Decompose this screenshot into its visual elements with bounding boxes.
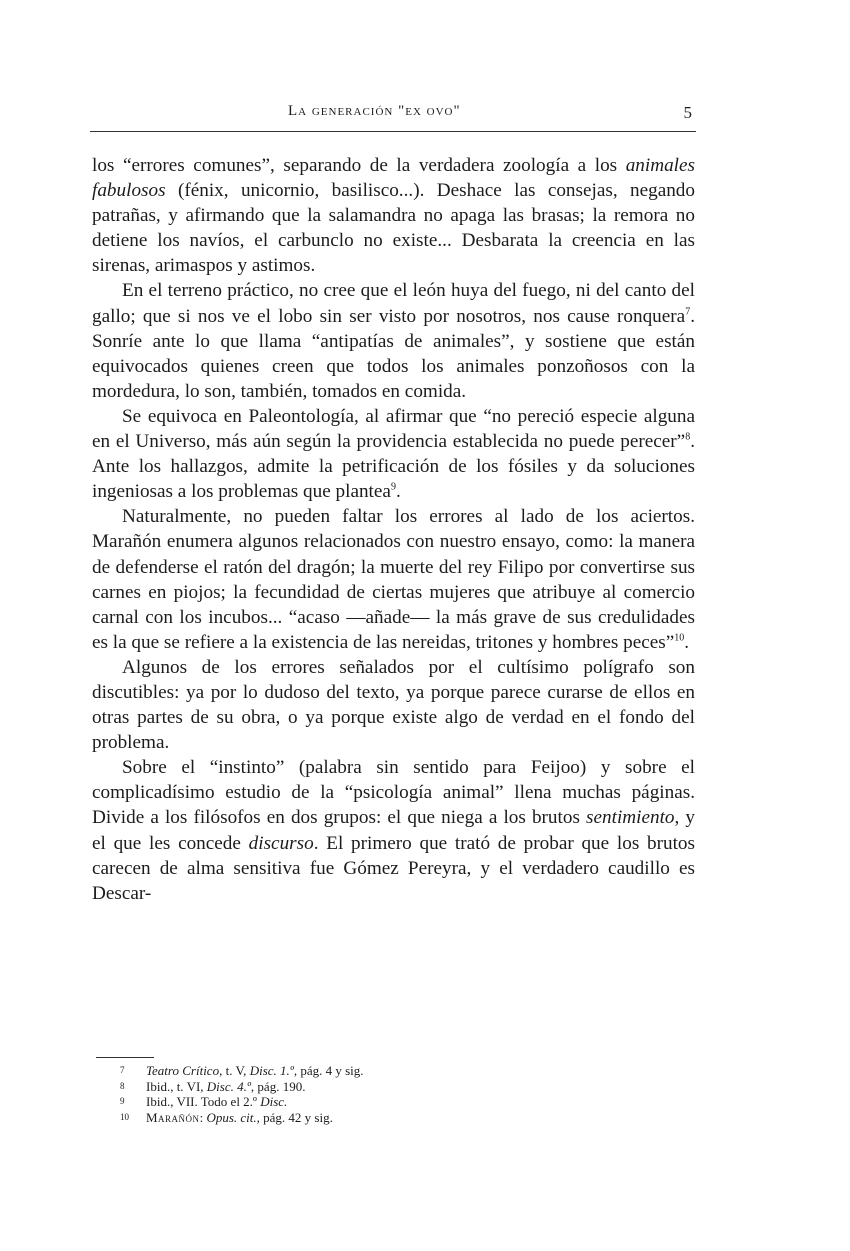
footnote-number: 7	[120, 1065, 125, 1075]
footnote-number: 9	[120, 1096, 125, 1106]
footnote-ref: 9	[390, 481, 396, 493]
text-segment: . El primero que trató de probar que los brutos carecen de alma sensitiva fue Gómez Pereyra, y el verdadero caudillo es Descar-	[92, 832, 695, 904]
paragraph	[92, 755, 695, 906]
running-title: La generación "ex ovo"	[288, 103, 461, 119]
text-segment: Disc. 1.º	[249, 1063, 294, 1078]
text-segment: En el terreno práctico, no cree que el león huya del fuego, ni del canto del gallo; que si nos ve el lobo sin ser visto por nosotros, nos cause ronquera	[92, 280, 695, 327]
text-segment: Disc. 4.º	[206, 1078, 251, 1094]
text-segment: , t. V,	[219, 1063, 250, 1078]
running-header	[90, 103, 696, 129]
footnote-ref: 10	[674, 632, 685, 644]
text-segment: Teatro Crítico	[146, 1063, 220, 1078]
text-segment: Opus. cit.	[206, 1109, 257, 1125]
footnote	[96, 1094, 656, 1110]
text-segment: , pág. 190.	[250, 1078, 306, 1094]
header-rule	[90, 131, 696, 132]
paragraph	[92, 504, 695, 655]
page-number: 5	[683, 103, 692, 122]
text-segment: , y el que les concede	[92, 807, 696, 854]
text-segment: sentimiento	[586, 807, 675, 829]
text-segment: Marañón	[146, 1109, 200, 1125]
text-segment: .	[395, 481, 401, 503]
footnote-rule	[96, 1057, 154, 1058]
text-segment: .	[684, 631, 690, 653]
text-segment: . Sonríe ante lo que llama “antipatías de animales”, y sostiene que están equivocados quienes creen que todos los animales ponzoñosos con la mordedura, lo son, también, tomados en comida.	[92, 305, 695, 402]
body-text	[92, 153, 695, 906]
footnote-ref: 7	[685, 306, 691, 318]
footnote	[96, 1063, 656, 1079]
text-segment: discurso	[248, 832, 314, 854]
footnote-list	[96, 1063, 656, 1125]
paragraph	[92, 153, 695, 278]
text-segment: Se equivoca en Paleontología, al afirmar que “no pereció especie alguna en el Universo, más aún según la providencia establecida no puede perecer”	[92, 405, 695, 453]
text-segment: Ibid., t. VI,	[146, 1078, 207, 1094]
paragraph	[92, 655, 695, 755]
footnote-number: 10	[120, 1111, 129, 1122]
paragraph	[92, 404, 695, 504]
text-segment: Disc.	[260, 1094, 288, 1109]
text-segment: , pág. 4 y sig.	[293, 1063, 364, 1078]
text-segment: Naturalmente, no pueden faltar los errores al lado de los aciertos. Marañón enumera algunos relacionados con nuestro ensayo, como: la manera de defenderse el ratón del dragón; la muerte del rey Filipo por convertirse sus carnes en piojos; la fecundidad de ciertas mujeres que atribuye al comercio carnal con los incubos... “acaso —añade— la más grave de sus credulidades es la que se refiere a la existencia de las nereidas, tritones y hombres peces”	[92, 506, 695, 653]
footnotes	[96, 1057, 656, 1125]
text-segment: Sobre el “instinto” (palabra sin sentido para Feijoo) y sobre el complicadísimo estudio de la “psicología animal” llena muchas páginas. Divide a los filósofos en dos grupos: el que niega a los brutos	[92, 757, 695, 829]
text-segment: Ibid., VII. Todo el 2.º	[146, 1094, 261, 1109]
text-segment: los “errores comunes”, separando de la verdadera zoología a los	[92, 155, 626, 176]
footnote	[96, 1110, 656, 1126]
text-segment: :	[199, 1109, 207, 1125]
text-segment: animales fabulosos	[92, 155, 695, 202]
text-segment: Algunos de los errores señalados por el cultísimo polígrafo son discutibles: ya por lo dudoso del texto, ya porque parece curarse de ellos en otras partes de su obra, o ya porque existe algo de verdad en el fondo del problema.	[92, 656, 695, 754]
text-segment: , pág. 42 y sig.	[256, 1109, 333, 1125]
paragraph	[92, 278, 695, 403]
text-segment: . Ante los hallazgos, admite la petrificación de los fósiles y da soluciones ingeniosas a los problemas que plantea	[92, 431, 695, 503]
footnote-ref: 8	[685, 431, 691, 443]
text-segment: (fénix, unicornio, basilisco...). Deshace las consejas, negando patrañas, y afirmando que la salamandra no apaga las brasas; la remora no detiene los navíos, el carbunclo no existe... Desbarata la creencia en las sirenas, arimaspos y astimos.	[92, 180, 695, 277]
footnote-number: 8	[120, 1080, 125, 1091]
footnote	[96, 1079, 656, 1095]
